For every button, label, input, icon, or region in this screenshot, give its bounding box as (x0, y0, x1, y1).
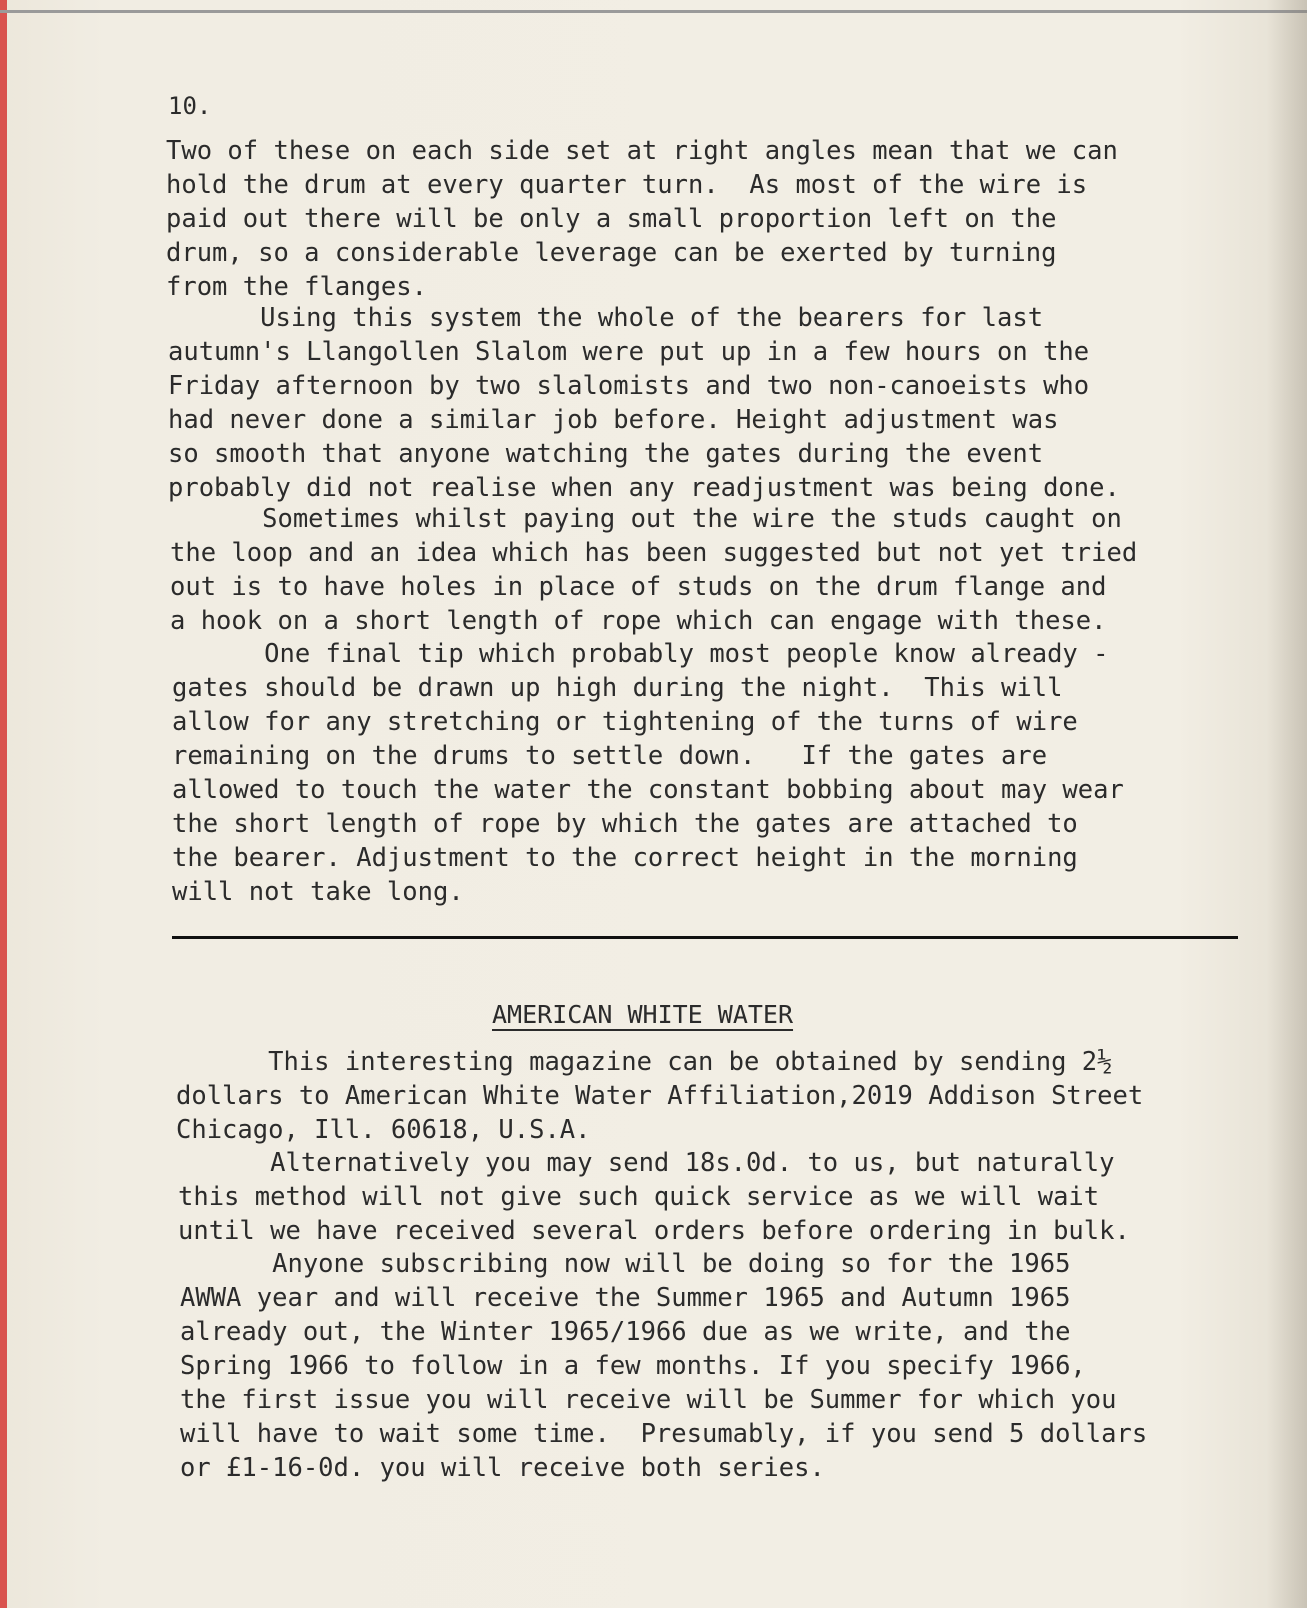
body-paragraph: Anyone subscribing now will be doing so for the 1965 AWWA year and will receive the Summer 1965 and Autumn 1965 already out, the Winter 1965/1966 due as we write, and the Spring 1966 to follow in a few months. If you specify 1966, the first issue you will receive will be Summer for which you will have to wait some time. Presumably, if you send 5 dollars or £1-16-0d. you will receive both series. (180, 1249, 1148, 1483)
red-page-edge (0, 0, 7, 1608)
body-paragraph: This interesting magazine can be obtained by sending 2½ dollars to American White Water Affiliation,2019 Addison Street Chicago, Ill. 60618, U.S.A. (176, 1047, 1144, 1145)
body-paragraph: Sometimes whilst paying out the wire the studs caught on the loop and an idea which has been suggested but not yet tried out is to have holes in place of studs on the drum flange and a hook on a short length of rope which can engage with these. (170, 504, 1138, 636)
body-paragraph: Alternatively you may send 18s.0d. to us, but naturally this method will not give such quick service as we will wait until we have received several orders before ordering in bulk. (178, 1148, 1130, 1246)
top-edge-line (0, 10, 1307, 13)
body-paragraph: One final tip which probably most people know already - gates should be drawn up high during the night. This will allow for any stretching or tightening of the turns of wire remaining on the drums to settle down. If the gates are allowed to touch the water the constant bobbing about may wear the short length of rope by which the gates are attached to the bearer. Adjustment to the correct height in the morning will not take long. (172, 639, 1124, 907)
body-paragraph: Two of these on each side set at right angles mean that we can hold the drum at every quarter turn. As most of the wire is paid out there will be only a small proportion left on the drum, so a considerable leverage can be exerted by turning from the flanges. (166, 136, 1118, 302)
section-divider (172, 936, 1238, 939)
section-title: AMERICAN WHITE WATER (492, 1000, 794, 1029)
binding-shadow (1267, 0, 1307, 1608)
page-number: 10. (168, 92, 212, 120)
body-paragraph: Using this system the whole of the bearers for last autumn's Llangollen Slalom were put up in a few hours on the Friday afternoon by two slalomists and two non-canoeists who had never done a similar job before. Height adjustment was so smooth that anyone watching the gates during the event probably did not realise when any readjustment was being done. (168, 303, 1120, 503)
